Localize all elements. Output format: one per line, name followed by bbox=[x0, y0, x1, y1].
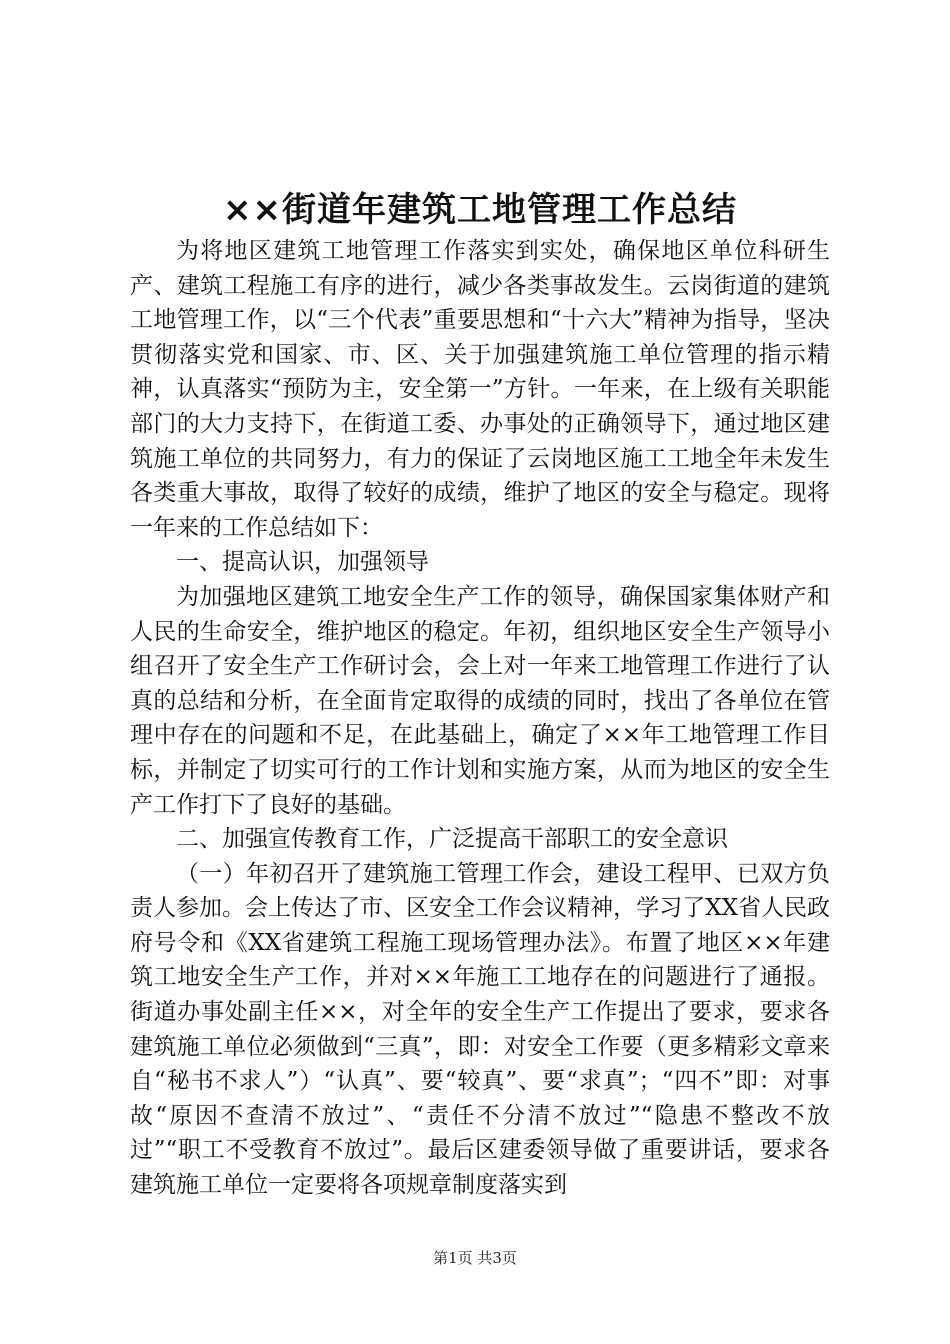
paragraph-section-2-1: （一）年初召开了建筑施工管理工作会，建设工程甲、已双方负责人参加。会上传达了市、区安全工作会议精神，学习了XX省人民政府号令和《XX省建筑工程施工现场管理办法》。布置了地区××年建筑工地安全生产工作，并对××年施工工地存在的问题进行了通报。街道办事处副主任××，对全年的安全生产工作提出了要求，要求各建筑施工单位必须做到“三真”，即：对安全工作要（更多精彩文章来自“秘书不求人”）“认真”、要“较真”、要“求真”；“四不”即：对事故“原因不查清不放过”、“责任不分清不放过”“隐患不整改不放过”“职工不受教育不放过”。最后区建委领导做了重要讲话，要求各建筑施工单位一定要将各项规章制度落实到 bbox=[130, 860, 830, 1199]
paragraph-intro: 为将地区建筑工地管理工作落实到实处，确保地区单位科研生产、建筑工程施工有序的进行，减少各类事故发生。云岗街道的建筑工地管理工作，以“三个代表”重要思想和“十六大”精神为指导，坚决贯彻落实党和国家、市、区、关于加强建筑施工单位管理的指示精神，认真落实“预防为主，安全第一”方针。一年来，在上级有关职能部门的大力支持下，在街道工委、办事处的正确领导下，通过地区建筑施工单位的共同努力，有力的保证了云岗地区施工工地全年未发生各类重大事故，取得了较好的成绩，维护了地区的安全与稳定。现将一年来的工作总结如下： bbox=[130, 238, 830, 541]
page-number: 第1页 共3页 bbox=[433, 1249, 517, 1267]
paragraph-section-1: 为加强地区建筑工地安全生产工作的领导，确保国家集体财产和人民的生命安全，维护地区的稳定。年初，组织地区安全生产领导小组召开了安全生产工作研讨会，会上对一年来工地管理工作进行了认真的总结和分析，在全面肯定取得的成绩的同时，找出了各单位在管理中存在的问题和不足，在此基础上，确定了××年工地管理工作目标，并制定了切实可行的工作计划和实施方案，从而为地区的安全生产工作打下了良好的基础。 bbox=[130, 583, 830, 818]
document-body bbox=[130, 234, 830, 1203]
section-heading-1: 一、提高认识，加强领导 bbox=[176, 549, 429, 576]
section-heading-2: 二、加强宣传教育工作，广泛提高干部职工的安全意识 bbox=[176, 826, 728, 853]
document-title: ××街道年建筑工地管理工作总结 bbox=[223, 190, 737, 230]
